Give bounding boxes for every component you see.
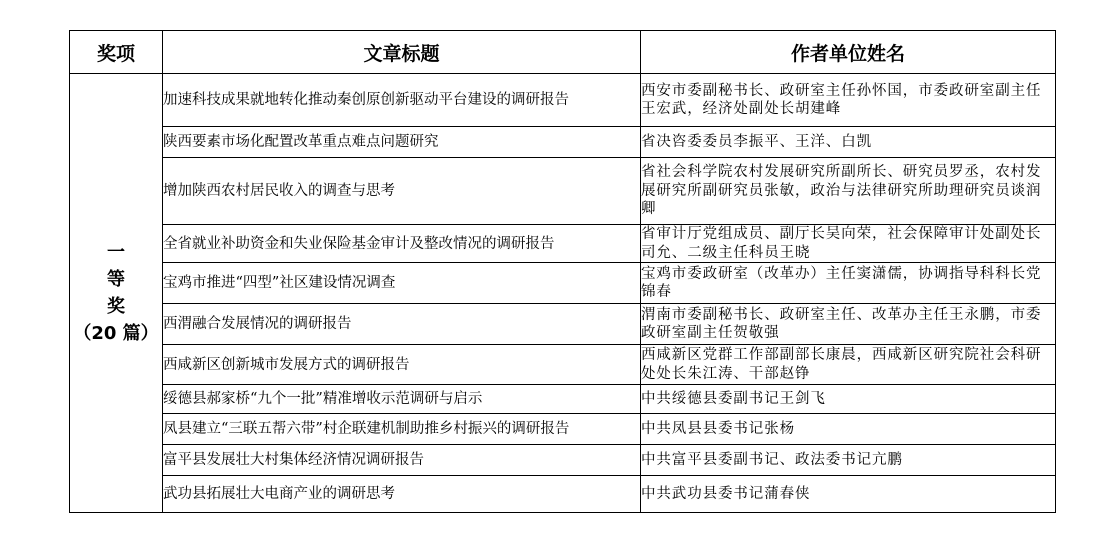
article-title: 陕西要素市场化配置改革重点难点问题研究 (163, 127, 641, 158)
table-row (70, 158, 1056, 225)
table-row (70, 414, 1056, 445)
table-row (70, 445, 1056, 476)
author-info: 省审计厅党组成员、副厅长吴向荣，社会保障审计处副处长司允、二级主任科员王晓 (641, 225, 1056, 263)
article-title: 增加陕西农村居民收入的调查与思考 (163, 158, 641, 225)
author-info: 中共富平县委副书记、政法委书记亢鹏 (641, 445, 1056, 476)
table-header-row (70, 31, 1056, 74)
award-line3: 奖 (107, 296, 125, 317)
table-row (70, 476, 1056, 513)
article-title: 西渭融合发展情况的调研报告 (163, 304, 641, 345)
author-info: 渭南市委副秘书长、政研室主任、改革办主任王永鹏，市委政研室副主任贺敬强 (641, 304, 1056, 345)
author-info: 宝鸡市委政研室（改革办）主任窦潇儒，协调指导科科长党锦春 (641, 263, 1056, 304)
author-info: 中共凤县县委书记张杨 (641, 414, 1056, 445)
author-info: 西咸新区党群工作部副部长康晨，西咸新区研究院社会科研处处长朱江涛、干部赵铮 (641, 345, 1056, 385)
header-award: 奖项 (70, 31, 163, 74)
article-title: 西咸新区创新城市发展方式的调研报告 (163, 345, 641, 385)
table-row (70, 304, 1056, 345)
header-title: 文章标题 (163, 31, 641, 74)
award-line1: 一 (107, 242, 125, 263)
table-row (70, 127, 1056, 158)
award-line2: 等 (107, 269, 125, 290)
article-title: 加速科技成果就地转化推动秦创原创新驱动平台建设的调研报告 (163, 74, 641, 127)
article-title: 宝鸡市推进“四型”社区建设情况调查 (163, 263, 641, 304)
table-row (70, 74, 1056, 127)
article-title: 富平县发展壮大村集体经济情况调研报告 (163, 445, 641, 476)
article-title: 绥德县郝家桥“九个一批”精准增收示范调研与启示 (163, 385, 641, 414)
award-table (69, 30, 1056, 513)
award-level-cell (70, 74, 163, 513)
author-info: 西安市委副秘书长、政研室主任孙怀国，市委政研室副主任王宏武，经济处副处长胡建峰 (641, 74, 1056, 127)
article-title: 全省就业补助资金和失业保险基金审计及整改情况的调研报告 (163, 225, 641, 263)
author-info: 省决咨委委员李振平、王洋、白凯 (641, 127, 1056, 158)
author-info: 省社会科学院农村发展研究所副所长、研究员罗丞，农村发展研究所副研究员张敏，政治与法律研究所助理研究员谈润卿 (641, 158, 1056, 225)
header-author: 作者单位姓名 (641, 31, 1056, 74)
article-title: 凤县建立“三联五帮六带”村企联建机制助推乡村振兴的调研报告 (163, 414, 641, 445)
award-count: （20 篇） (73, 323, 159, 344)
table-row (70, 263, 1056, 304)
table-row (70, 345, 1056, 385)
table-row (70, 385, 1056, 414)
article-title: 武功县拓展壮大电商产业的调研思考 (163, 476, 641, 513)
author-info: 中共武功县委书记蒲春侠 (641, 476, 1056, 513)
table-body (70, 74, 1056, 513)
table-row (70, 225, 1056, 263)
author-info: 中共绥德县委副书记王剑飞 (641, 385, 1056, 414)
